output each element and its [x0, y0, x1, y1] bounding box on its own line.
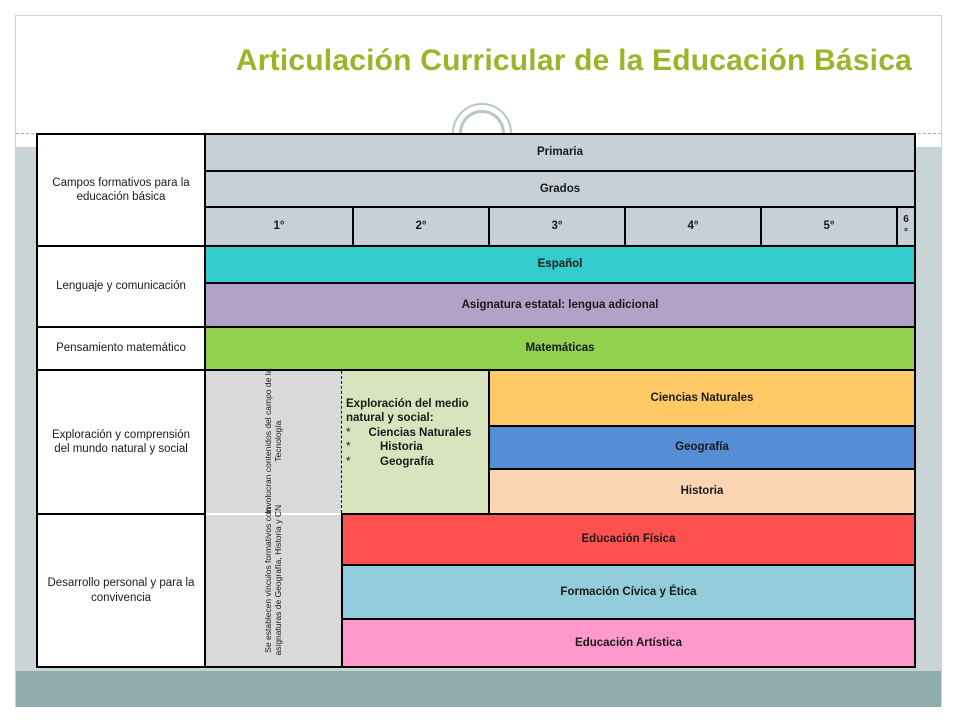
subject-espanol: Español [204, 245, 916, 284]
campo-pensamiento: Pensamiento matemático [36, 326, 206, 371]
header-corner-cell: Campos formativos para la educación básica [36, 133, 206, 247]
grade-3: 3° [488, 206, 626, 247]
subject-educacion-artistica: Educación Artística [341, 618, 916, 668]
subject-ciencias-naturales: Ciencias Naturales [488, 369, 916, 427]
tecnologia-column [206, 368, 341, 514]
grados-header: Grados [204, 170, 916, 208]
bottom-bar [16, 671, 941, 707]
bullet-icon: * [346, 441, 351, 454]
grade-4: 4° [624, 206, 762, 247]
subject-formacion-civica: Formación Cívica y Ética [341, 564, 916, 620]
tecnologia-note: Involucran contenidos del campo de la Tecnología [262, 368, 283, 514]
primaria-header: Primaria [204, 133, 916, 172]
subject-matematicas: Matemáticas [204, 326, 916, 371]
exploracion-medio-cell [342, 371, 488, 513]
grade-2: 2° [352, 206, 490, 247]
medio-item: * Historia [346, 441, 423, 454]
campo-desarrollo: Desarrollo personal y para la convivencia [36, 513, 206, 668]
grade-6: 6 ° [896, 206, 916, 247]
bullet-icon: * [346, 426, 351, 439]
subject-lengua-adicional: Asignatura estatal: lengua adicional [204, 282, 916, 328]
medio-title: Exploración del medio natural y social: [346, 398, 469, 425]
subject-geografia: Geografía [488, 425, 916, 470]
vinculos-column [206, 504, 341, 666]
campo-lenguaje: Lenguaje y comunicación [36, 245, 206, 328]
medio-item: * Ciencias Naturales [346, 426, 472, 439]
campo-exploracion: Exploración y comprensión del mundo natural y social [36, 369, 206, 515]
subject-historia: Historia [488, 468, 916, 515]
medio-item: * Geografía [346, 455, 434, 468]
subject-educacion-fisica: Educación Física [341, 513, 916, 566]
vinculos-note: Se establecen vínculos formativos con asignaturas de Geografía, Historia y CN [262, 504, 283, 656]
grade-5: 5° [760, 206, 898, 247]
bullet-icon: * [346, 455, 351, 468]
grade-1: 1° [204, 206, 354, 247]
slide-title: Articulación Curricular de la Educación Básica [235, 44, 912, 77]
